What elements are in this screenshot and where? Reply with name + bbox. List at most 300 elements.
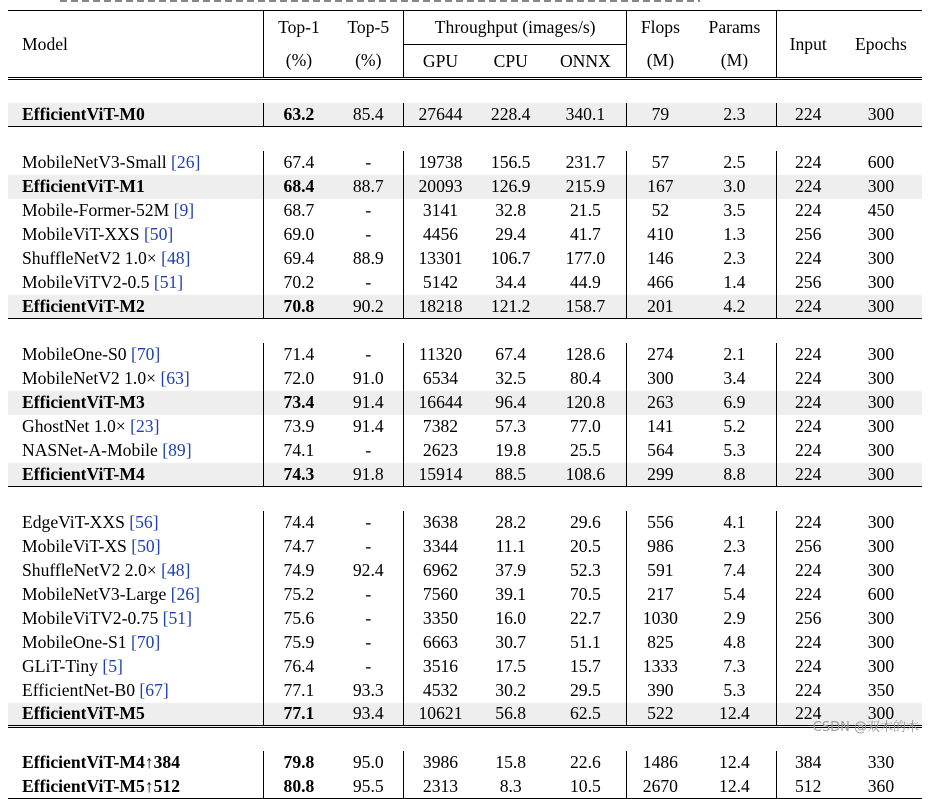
col-params: Params bbox=[693, 11, 776, 45]
cell-input: 224 bbox=[776, 175, 840, 199]
cell-top5: 95.0 bbox=[334, 751, 404, 775]
cell-top1: 70.2 bbox=[283, 272, 315, 292]
cell-flops: 57 bbox=[651, 152, 670, 172]
cell-gpu: 3638 bbox=[422, 512, 459, 532]
cell-top5: - bbox=[334, 607, 404, 631]
cell-top5: 95.5 bbox=[334, 775, 404, 799]
cell-model bbox=[8, 559, 264, 583]
cell-params: 7.4 bbox=[693, 559, 776, 583]
table-row bbox=[8, 439, 922, 463]
cell-onnx: 128.6 bbox=[544, 343, 627, 367]
cell-top5: 93.4 bbox=[334, 703, 404, 727]
table-body bbox=[8, 79, 922, 799]
cell-top5: 88.7 bbox=[334, 175, 404, 199]
cell-params: 4.8 bbox=[693, 631, 776, 655]
model-name: MobileOne-S1 bbox=[22, 632, 131, 652]
cell-flops: 410 bbox=[647, 224, 674, 244]
model-name: MobileViTV2-0.5 bbox=[22, 272, 154, 292]
cell-flops: 146 bbox=[647, 248, 674, 268]
cell-epochs: 300 bbox=[840, 175, 922, 199]
cell-params: 2.9 bbox=[693, 607, 776, 631]
results-table bbox=[8, 10, 922, 799]
col-flops-unit: (M) bbox=[646, 50, 675, 71]
model-name: ShuffleNetV2 2.0× bbox=[22, 560, 162, 580]
cell-epochs: 300 bbox=[867, 440, 895, 460]
table-row bbox=[8, 559, 922, 583]
cell-cpu: 17.5 bbox=[495, 656, 527, 676]
cell-input: 512 bbox=[776, 775, 840, 799]
cell-top5: 93.3 bbox=[334, 679, 404, 703]
cell-epochs: 300 bbox=[867, 344, 895, 364]
table-row bbox=[8, 655, 922, 679]
col-top1: Top-1 bbox=[278, 17, 320, 38]
table-row bbox=[8, 631, 922, 655]
table-row bbox=[8, 583, 922, 607]
cell-gpu: 3141 bbox=[422, 200, 459, 220]
cell-cpu: 11.1 bbox=[495, 536, 526, 556]
cell-input: 256 bbox=[795, 608, 822, 628]
cell-params: 5.4 bbox=[693, 583, 776, 607]
cell-epochs: 450 bbox=[867, 200, 895, 220]
cell-model bbox=[8, 775, 264, 799]
col-input: Input bbox=[789, 33, 827, 54]
cell-epochs: 300 bbox=[867, 632, 895, 652]
cell-onnx: 80.4 bbox=[544, 367, 627, 391]
cell-cpu: 106.7 bbox=[490, 248, 531, 268]
model-name: MobileViTV2-0.75 bbox=[22, 608, 163, 628]
cell-params: 4.1 bbox=[693, 511, 776, 535]
col-cpu: CPU bbox=[493, 50, 528, 71]
cell-epochs: 350 bbox=[867, 680, 895, 700]
model-name: MobileNetV3-Large bbox=[22, 584, 171, 604]
cell-model bbox=[8, 151, 264, 175]
citation-link[interactable]: [48] bbox=[161, 248, 191, 268]
cell-cpu: 39.1 bbox=[495, 584, 527, 604]
table-row bbox=[8, 247, 922, 271]
citation-link[interactable]: [50] bbox=[131, 536, 161, 556]
citation-link[interactable]: [70] bbox=[130, 632, 161, 652]
cell-top5: - bbox=[334, 511, 404, 535]
cell-top5: 85.4 bbox=[334, 103, 404, 127]
model-name: EfficientViT-M3 bbox=[22, 392, 145, 412]
cell-cpu: 96.4 bbox=[477, 391, 544, 415]
cell-input: 224 bbox=[795, 248, 822, 268]
cell-input: 224 bbox=[795, 560, 822, 580]
cell-cpu: 30.7 bbox=[495, 632, 527, 652]
cell-onnx: 340.1 bbox=[544, 103, 627, 127]
cell-gpu: 16644 bbox=[403, 391, 477, 415]
citation-link[interactable]: [56] bbox=[129, 512, 159, 532]
cell-model bbox=[8, 655, 264, 679]
cell-input: 224 bbox=[795, 512, 822, 532]
table-row bbox=[8, 535, 922, 559]
cell-onnx: 25.5 bbox=[544, 439, 627, 463]
cell-top1: 74.1 bbox=[283, 440, 315, 460]
cell-flops: 274 bbox=[647, 344, 674, 364]
model-name: EdgeViT-XXS bbox=[22, 512, 130, 532]
cell-gpu: 13301 bbox=[418, 248, 463, 268]
cell-top1: 74.9 bbox=[283, 560, 315, 580]
col-params-unit: (M) bbox=[693, 45, 776, 79]
cell-model bbox=[8, 391, 264, 415]
cell-params: 12.4 bbox=[693, 775, 776, 799]
cell-top5: - bbox=[334, 631, 404, 655]
cropped-caption-remnant bbox=[0, 0, 933, 5]
citation-link[interactable]: [50] bbox=[143, 224, 174, 244]
cell-top1: 79.8 bbox=[283, 752, 315, 772]
cell-gpu: 6663 bbox=[422, 632, 459, 652]
cell-top1: 77.1 bbox=[264, 703, 334, 727]
table-row bbox=[8, 151, 922, 175]
cell-top5: - bbox=[334, 583, 404, 607]
cell-model bbox=[8, 631, 264, 655]
cell-top5: - bbox=[334, 439, 404, 463]
cell-model bbox=[8, 583, 264, 607]
cell-onnx: 52.3 bbox=[544, 559, 627, 583]
cell-gpu: 10621 bbox=[403, 703, 477, 727]
cell-top1: 74.4 bbox=[283, 512, 315, 532]
group-separator bbox=[8, 79, 922, 103]
table-row bbox=[8, 343, 922, 367]
cell-flops: 466 bbox=[647, 272, 674, 292]
table-row bbox=[8, 775, 922, 799]
cell-params: 4.2 bbox=[693, 295, 776, 319]
cell-input: 224 bbox=[795, 368, 822, 388]
cell-params: 3.0 bbox=[693, 175, 776, 199]
cell-top1: 72.0 bbox=[283, 368, 315, 388]
citation-link[interactable]: [26] bbox=[170, 584, 201, 604]
cell-flops: 217 bbox=[647, 584, 674, 604]
cell-params: 2.3 bbox=[693, 535, 776, 559]
cell-gpu: 4532 bbox=[422, 680, 459, 700]
cell-top5: 92.4 bbox=[334, 559, 404, 583]
cell-gpu: 7560 bbox=[422, 584, 459, 604]
table-row bbox=[8, 391, 922, 415]
cell-flops: 299 bbox=[627, 463, 693, 487]
table-row bbox=[8, 223, 922, 247]
cell-flops: 201 bbox=[627, 295, 693, 319]
cell-model bbox=[8, 199, 264, 223]
table-row bbox=[8, 367, 922, 391]
model-name: EfficientViT-M4↑384 bbox=[22, 752, 180, 772]
cell-model bbox=[8, 535, 264, 559]
cell-model bbox=[8, 607, 264, 631]
model-name: EfficientViT-M2 bbox=[22, 295, 145, 316]
cell-cpu: 57.3 bbox=[495, 416, 527, 436]
col-gpu: GPU bbox=[422, 50, 459, 71]
cell-onnx: 22.6 bbox=[544, 751, 627, 775]
model-name: MobileOne-S0 bbox=[22, 344, 131, 364]
cell-flops: 141 bbox=[647, 416, 674, 436]
model-name: EfficientNet-B0 bbox=[22, 680, 140, 700]
citation-link[interactable]: [5] bbox=[102, 656, 123, 676]
cell-gpu: 15914 bbox=[403, 463, 477, 487]
model-name: EfficientViT-M5 bbox=[22, 703, 145, 724]
cell-params: 1.4 bbox=[693, 271, 776, 295]
cell-top1: 70.8 bbox=[264, 295, 334, 319]
table-row bbox=[8, 271, 922, 295]
col-top5-unit: (%) bbox=[334, 45, 404, 79]
cell-epochs: 300 bbox=[867, 368, 895, 388]
cell-flops: 79 bbox=[627, 103, 693, 127]
cell-input: 256 bbox=[795, 536, 822, 556]
cell-flops: 263 bbox=[627, 391, 693, 415]
cell-cpu: 56.8 bbox=[477, 703, 544, 727]
cell-gpu: 4456 bbox=[422, 224, 459, 244]
cell-params: 2.3 bbox=[693, 247, 776, 271]
cell-top1: 68.4 bbox=[264, 175, 334, 199]
cell-onnx: 29.5 bbox=[544, 679, 627, 703]
cell-onnx: 44.9 bbox=[544, 271, 627, 295]
cell-model bbox=[8, 439, 264, 463]
cell-onnx: 120.8 bbox=[544, 391, 627, 415]
cell-model bbox=[8, 415, 264, 439]
cell-onnx: 10.5 bbox=[544, 775, 627, 799]
cell-epochs: 300 bbox=[867, 272, 895, 292]
cell-params: 2.5 bbox=[693, 151, 776, 175]
cell-cpu: 15.8 bbox=[495, 752, 527, 772]
cell-params: 2.3 bbox=[693, 103, 776, 127]
cell-input: 384 bbox=[795, 752, 822, 772]
model-name: NASNet-A-Mobile bbox=[22, 440, 163, 460]
cell-top5: - bbox=[334, 655, 404, 679]
model-name: EfficientViT-M0 bbox=[22, 103, 145, 124]
cell-top5: - bbox=[334, 343, 404, 367]
cell-epochs: 360 bbox=[840, 775, 922, 799]
cell-gpu: 19738 bbox=[418, 152, 463, 172]
cell-epochs: 300 bbox=[867, 608, 895, 628]
cell-gpu: 3516 bbox=[422, 656, 459, 676]
cell-input: 224 bbox=[776, 703, 840, 727]
cell-flops: 564 bbox=[647, 440, 674, 460]
cell-top1: 77.1 bbox=[283, 680, 315, 700]
col-flops: Flops bbox=[640, 17, 680, 38]
cell-params: 5.3 bbox=[693, 679, 776, 703]
cell-flops: 1486 bbox=[642, 752, 678, 772]
col-model: Model bbox=[8, 11, 264, 79]
cell-params: 12.4 bbox=[693, 751, 776, 775]
cell-gpu: 27644 bbox=[403, 103, 477, 127]
cell-top5: - bbox=[334, 223, 404, 247]
model-name: MobileViT-XS bbox=[22, 536, 132, 556]
table-row bbox=[8, 679, 922, 703]
cell-cpu: 37.9 bbox=[495, 560, 527, 580]
cell-top1: 80.8 bbox=[264, 775, 334, 799]
cell-cpu: 30.2 bbox=[495, 680, 527, 700]
col-throughput: Throughput (images/s) bbox=[403, 11, 627, 45]
cell-top1: 71.4 bbox=[283, 344, 315, 364]
cell-params: 1.3 bbox=[693, 223, 776, 247]
cell-top5: 88.9 bbox=[334, 247, 404, 271]
model-name: MobileNetV3-Small bbox=[22, 152, 172, 172]
cell-input: 224 bbox=[776, 463, 840, 487]
cell-top5: - bbox=[334, 151, 404, 175]
citation-link[interactable]: [51] bbox=[153, 272, 184, 292]
cell-flops: 390 bbox=[647, 680, 674, 700]
cell-model bbox=[8, 703, 264, 727]
cell-onnx: 62.5 bbox=[544, 703, 627, 727]
watermark: CSDN @双木的木 bbox=[812, 720, 919, 735]
cell-gpu: 3986 bbox=[422, 752, 459, 772]
cell-top1: 67.4 bbox=[283, 152, 315, 172]
cell-input: 256 bbox=[795, 272, 822, 292]
cell-input: 224 bbox=[795, 440, 822, 460]
table-row bbox=[8, 751, 922, 775]
table-row bbox=[8, 463, 922, 487]
table-header bbox=[8, 11, 922, 79]
cell-gpu: 2623 bbox=[422, 440, 459, 460]
cell-top5: 90.2 bbox=[334, 295, 404, 319]
cell-onnx: 177.0 bbox=[544, 247, 627, 271]
cell-input: 224 bbox=[776, 103, 840, 127]
cell-top1: 75.9 bbox=[283, 632, 315, 652]
cell-onnx: 70.5 bbox=[544, 583, 627, 607]
table-row bbox=[8, 199, 922, 223]
citation-link[interactable]: [70] bbox=[130, 344, 161, 364]
cell-gpu: 3344 bbox=[422, 536, 459, 556]
model-name: EfficientViT-M4 bbox=[22, 463, 145, 484]
cell-model bbox=[8, 367, 264, 391]
cell-flops: 2670 bbox=[627, 775, 693, 799]
cell-flops: 1333 bbox=[642, 656, 678, 676]
cell-top5: 91.4 bbox=[334, 415, 404, 439]
cell-cpu: 32.8 bbox=[495, 200, 527, 220]
cell-epochs: 600 bbox=[867, 152, 895, 172]
cell-model bbox=[8, 679, 264, 703]
cell-gpu: 18218 bbox=[403, 295, 477, 319]
citation-link[interactable]: [67] bbox=[139, 680, 169, 700]
cell-flops: 825 bbox=[647, 632, 674, 652]
cell-cpu: 228.4 bbox=[477, 103, 544, 127]
cell-gpu: 20093 bbox=[403, 175, 477, 199]
cell-cpu: 28.2 bbox=[495, 512, 527, 532]
model-name: GhostNet 1.0× bbox=[22, 416, 131, 436]
citation-link[interactable]: [26] bbox=[171, 152, 201, 172]
model-name: EfficientViT-M5↑512 bbox=[22, 775, 180, 796]
citation-link[interactable]: [23] bbox=[130, 416, 160, 436]
citation-link[interactable]: [63] bbox=[160, 368, 190, 388]
cell-params: 2.1 bbox=[693, 343, 776, 367]
cell-params: 7.3 bbox=[693, 655, 776, 679]
cell-input: 224 bbox=[795, 344, 822, 364]
cell-top1: 74.7 bbox=[283, 536, 315, 556]
cell-cpu: 16.0 bbox=[495, 608, 527, 628]
cell-top1: 75.2 bbox=[283, 584, 315, 604]
cell-input: 256 bbox=[795, 224, 822, 244]
model-name: Mobile-Former-52M bbox=[22, 200, 174, 220]
citation-link[interactable]: [9] bbox=[173, 200, 195, 220]
cell-cpu: 32.5 bbox=[495, 368, 527, 388]
cell-epochs: 600 bbox=[867, 584, 895, 604]
cell-onnx: 231.7 bbox=[544, 151, 627, 175]
model-name: GLiT-Tiny bbox=[22, 656, 103, 676]
group-separator bbox=[8, 127, 922, 151]
cell-flops: 986 bbox=[647, 536, 674, 556]
cell-model bbox=[8, 751, 264, 775]
col-top5: Top-5 bbox=[334, 11, 404, 45]
cell-flops: 52 bbox=[651, 200, 670, 220]
cell-top1: 73.9 bbox=[283, 416, 315, 436]
cell-model bbox=[8, 511, 264, 535]
cell-onnx: 20.5 bbox=[544, 535, 627, 559]
cell-model bbox=[8, 463, 264, 487]
cell-top5: 91.4 bbox=[334, 391, 404, 415]
cell-cpu: 8.3 bbox=[477, 775, 544, 799]
citation-link[interactable]: [51] bbox=[162, 608, 192, 628]
cell-onnx: 29.6 bbox=[544, 511, 627, 535]
cell-top1: 68.7 bbox=[283, 200, 315, 220]
col-onnx: ONNX bbox=[544, 45, 627, 79]
cell-epochs: 300 bbox=[840, 103, 922, 127]
table-row bbox=[8, 703, 922, 727]
cell-model bbox=[8, 247, 264, 271]
cell-epochs: 300 bbox=[867, 536, 895, 556]
cell-top1: 74.3 bbox=[264, 463, 334, 487]
cell-top1: 63.2 bbox=[264, 103, 334, 127]
cell-input: 224 bbox=[795, 632, 822, 652]
cell-gpu: 7382 bbox=[422, 416, 459, 436]
cell-epochs: 300 bbox=[867, 656, 895, 676]
cell-cpu: 126.9 bbox=[477, 175, 544, 199]
cell-params: 3.5 bbox=[693, 199, 776, 223]
cell-input: 224 bbox=[795, 200, 822, 220]
cell-flops: 591 bbox=[647, 560, 674, 580]
cell-epochs: 300 bbox=[867, 512, 895, 532]
col-top1-unit: (%) bbox=[285, 50, 313, 71]
cell-input: 224 bbox=[795, 416, 822, 436]
cell-input: 224 bbox=[795, 656, 822, 676]
group-separator bbox=[8, 319, 922, 343]
cell-cpu: 121.2 bbox=[477, 295, 544, 319]
cell-gpu: 3350 bbox=[422, 608, 459, 628]
cell-params: 6.9 bbox=[693, 391, 776, 415]
cell-epochs: 300 bbox=[867, 248, 895, 268]
cell-cpu: 29.4 bbox=[495, 224, 527, 244]
cell-onnx: 108.6 bbox=[544, 463, 627, 487]
cell-flops: 556 bbox=[647, 512, 674, 532]
cell-epochs: 300 bbox=[867, 224, 895, 244]
table-row bbox=[8, 295, 922, 319]
cell-top5: - bbox=[334, 199, 404, 223]
citation-link[interactable]: [89] bbox=[162, 440, 192, 460]
cell-model bbox=[8, 271, 264, 295]
cell-top1: 75.6 bbox=[283, 608, 315, 628]
cell-flops: 300 bbox=[647, 368, 674, 388]
cell-onnx: 77.0 bbox=[544, 415, 627, 439]
cell-cpu: 34.4 bbox=[495, 272, 527, 292]
cell-cpu: 156.5 bbox=[490, 152, 531, 172]
cell-model bbox=[8, 103, 264, 127]
cell-top5: 91.0 bbox=[334, 367, 404, 391]
cell-top5: - bbox=[334, 535, 404, 559]
cell-gpu: 5142 bbox=[422, 272, 459, 292]
cell-epochs: 300 bbox=[840, 463, 922, 487]
cell-gpu: 6962 bbox=[422, 560, 459, 580]
model-name: ShuffleNetV2 1.0× bbox=[22, 248, 162, 268]
model-name: EfficientViT-M1 bbox=[22, 176, 145, 196]
cell-top1: 73.4 bbox=[264, 391, 334, 415]
cell-model bbox=[8, 343, 264, 367]
cell-top5: 91.8 bbox=[334, 463, 404, 487]
cell-cpu: 67.4 bbox=[495, 344, 527, 364]
cell-params: 8.8 bbox=[693, 463, 776, 487]
cell-params: 5.2 bbox=[693, 415, 776, 439]
citation-link[interactable]: [48] bbox=[161, 560, 191, 580]
cell-epochs: 300 bbox=[867, 416, 895, 436]
cell-flops: 522 bbox=[627, 703, 693, 727]
cell-gpu: 11320 bbox=[418, 344, 463, 364]
cell-input: 224 bbox=[776, 391, 840, 415]
